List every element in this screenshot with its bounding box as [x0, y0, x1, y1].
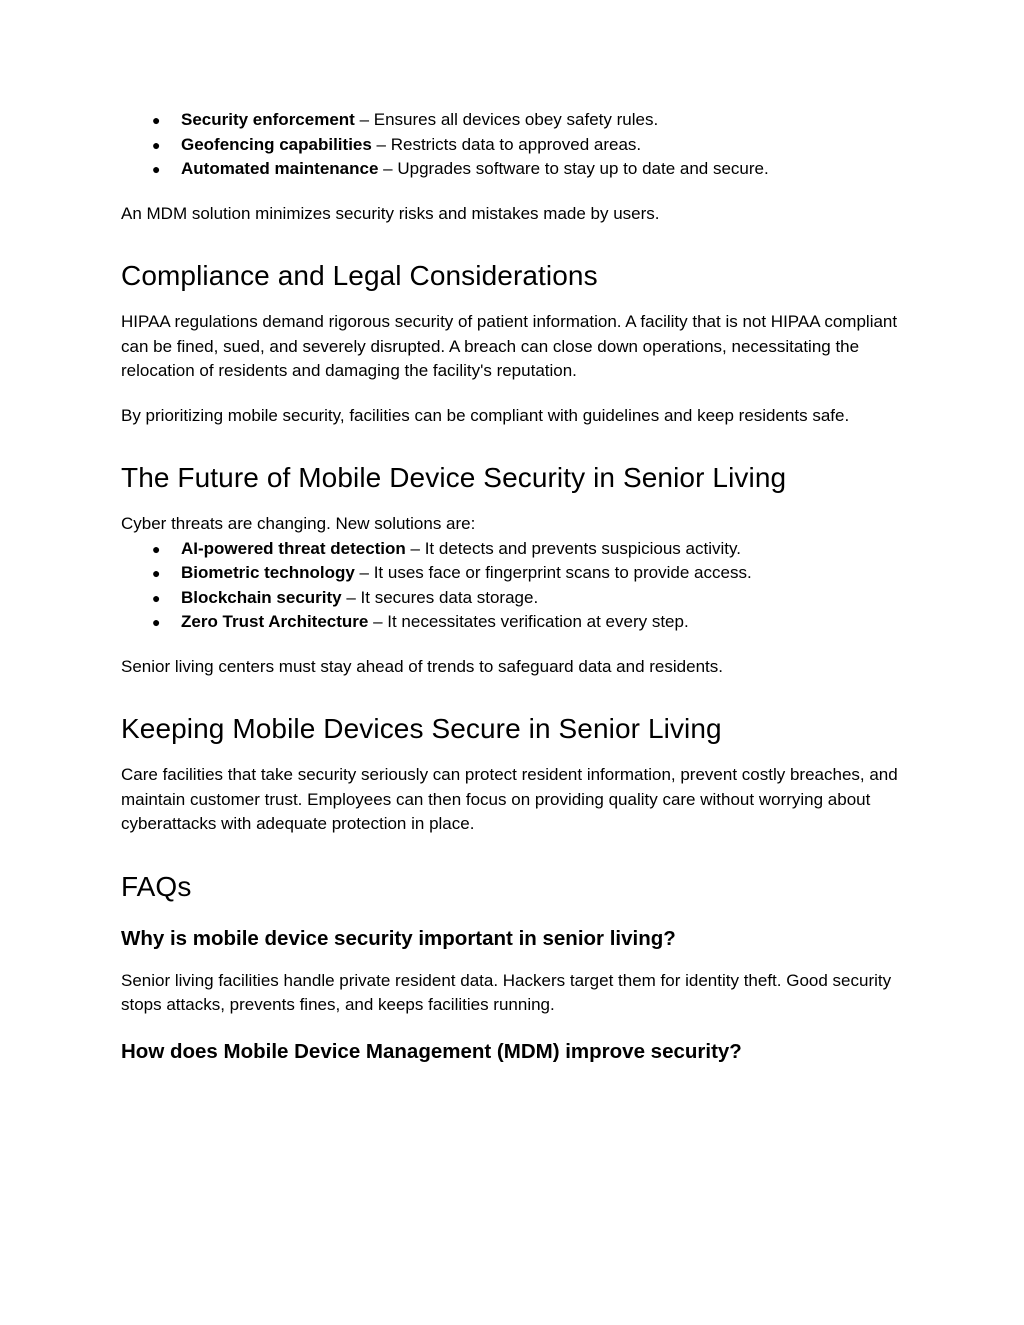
- list-item: [121, 586, 901, 611]
- compliance-heading: Compliance and Legal Considerations: [121, 260, 598, 291]
- list-item-term: Zero Trust Architecture: [181, 612, 369, 631]
- bullet-icon: ●: [152, 589, 161, 606]
- bullet-icon: ●: [152, 614, 161, 630]
- faq-question-1: Why is mobile device security important in senior living?: [121, 926, 676, 950]
- list-item-term: Automated maintenance: [181, 159, 379, 178]
- list-item-desc: – It necessitates verification at every step.: [368, 612, 689, 631]
- list-item-term: Geofencing capabilities: [181, 134, 372, 154]
- list-item: [121, 157, 901, 182]
- future-intro: Cyber threats are changing. New solutions are:: [121, 514, 476, 533]
- list-item-term: Biometric technology: [181, 563, 355, 582]
- list-item: [121, 133, 901, 158]
- list-item: [121, 108, 901, 133]
- future-heading: The Future of Mobile Device Security in Senior Living: [121, 462, 787, 493]
- list-item-desc: – Ensures all devices obey safety rules.: [354, 110, 659, 129]
- mdm-summary: An MDM solution minimizes security risks and mistakes made by users.: [121, 203, 660, 223]
- keeping-paragraph: Care facilities that take security seriously can protect resident information, prevent costly breaches, and maintain customer trust. Employees can then focus on providing quality care without worrying about cyberattacks with adequate protection in place.: [121, 765, 898, 833]
- list-item: [121, 561, 901, 586]
- list-item-desc: – It secures data storage.: [341, 587, 539, 607]
- list-item-desc: – It detects and prevents suspicious activity.: [405, 538, 741, 558]
- list-item-term: AI-powered threat detection: [181, 538, 406, 558]
- faq-question-2: How does Mobile Device Management (MDM) improve security?: [121, 1039, 742, 1063]
- bullet-icon: ●: [152, 565, 161, 581]
- mdm-features-list: [121, 108, 901, 182]
- compliance-paragraph-1: HIPAA regulations demand rigorous security of patient information. A facility that is not HIPAA compliant can be fined, sued, and severely disrupted. A breach can close down operations, necessitating the relocation of residents and damaging the facility's reputation.: [121, 312, 898, 380]
- bullet-icon: ●: [152, 540, 161, 557]
- list-item-term: Security enforcement: [181, 110, 355, 129]
- future-solutions-list: [121, 537, 901, 635]
- list-item-desc: – Upgrades software to stay up to date and secure.: [378, 159, 769, 178]
- bullet-icon: ●: [152, 136, 161, 153]
- compliance-paragraph-2: By prioritizing mobile security, facilities can be compliant with guidelines and keep residents safe.: [121, 405, 850, 425]
- future-outro: Senior living centers must stay ahead of trends to safeguard data and residents.: [121, 656, 723, 676]
- keeping-heading: Keeping Mobile Devices Secure in Senior Living: [121, 713, 722, 744]
- list-item: [121, 537, 901, 562]
- bullet-icon: ●: [152, 161, 161, 177]
- list-item-term: Blockchain security: [181, 587, 342, 607]
- faq-answer-1: Senior living facilities handle private resident data. Hackers target them for identity theft. Good security stops attacks, prevents fines, and keeps facilities running.: [121, 970, 892, 1014]
- bullet-icon: ●: [152, 112, 161, 128]
- faqs-heading: FAQs: [121, 870, 192, 902]
- list-item-desc: – Restricts data to approved areas.: [371, 134, 642, 154]
- list-item: [121, 610, 901, 635]
- list-item-desc: – It uses face or fingerprint scans to provide access.: [354, 563, 752, 582]
- document-page: [121, 108, 901, 1066]
